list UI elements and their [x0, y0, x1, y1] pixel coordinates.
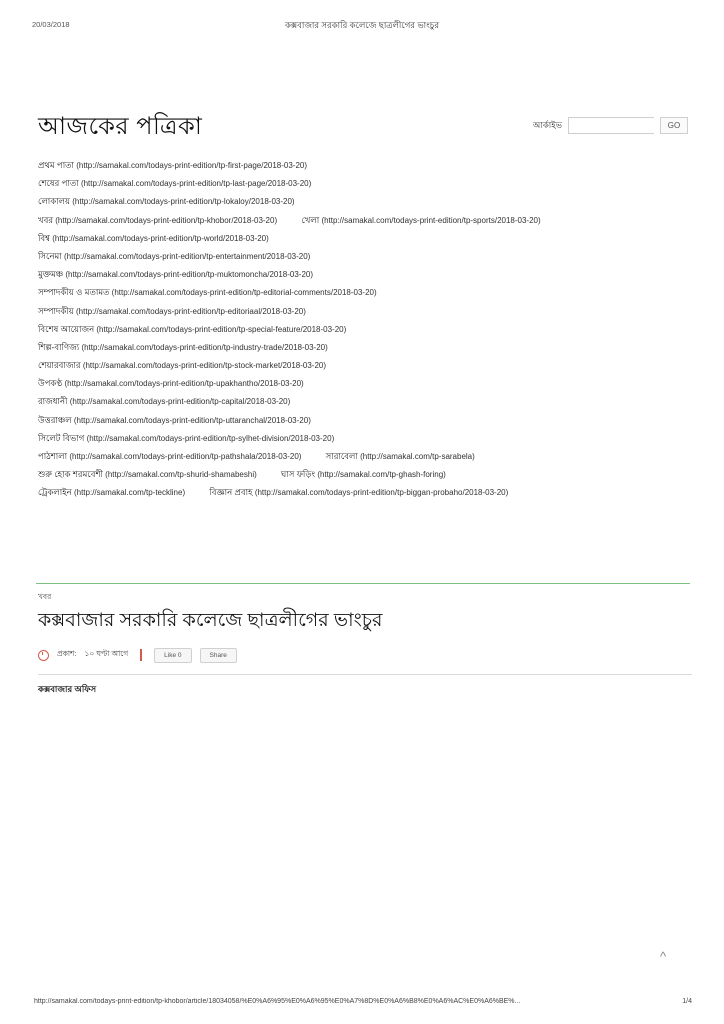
- section-link-url: (http://samakal.com/todays-print-edition/tp-stock-market/2018-03-20): [82, 361, 327, 371]
- section-link-url: (http://samakal.com/todays-print-edition/tp-first-page/2018-03-20): [76, 161, 308, 170]
- list-item: [38, 324, 698, 335]
- list-item: [38, 215, 698, 226]
- article-meta: [38, 648, 692, 662]
- section-link-label: মুক্তমঞ্চ: [38, 269, 64, 280]
- list-item: [38, 378, 698, 389]
- section-link[interactable]: [326, 452, 475, 461]
- section-link[interactable]: [209, 488, 508, 497]
- section-link-label: সিনেমা: [38, 250, 62, 261]
- facebook-like-button[interactable]: Like 0: [154, 648, 191, 663]
- facebook-share-button[interactable]: Share: [200, 648, 237, 663]
- archive-go-button[interactable]: GO: [660, 117, 688, 134]
- section-link[interactable]: [38, 234, 269, 243]
- section-link-label: রাজধানী: [38, 396, 68, 407]
- meta-separator: [140, 649, 142, 661]
- section-link-url: (http://samakal.com/tp-teckline): [73, 488, 186, 498]
- section-link-label: বিশ্ব: [38, 232, 51, 243]
- section-link-label: শুরু হোক শরমবেশী: [38, 469, 103, 480]
- section-link-label: খবর: [38, 214, 53, 225]
- article-headline: কক্সবাজার সরকারি কলেজে ছাত্রলীগের ভাংচুর: [38, 610, 383, 631]
- section-link[interactable]: [38, 416, 311, 425]
- list-item: [38, 360, 698, 371]
- section-link-url: (http://samakal.com/todays-print-edition/tp-uttaranchal/2018-03-20): [73, 415, 311, 425]
- section-link-url: (http://samakal.com/todays-print-edition/tp-biggan-probaho/2018-03-20): [254, 488, 509, 498]
- section-link-url: (http://samakal.com/todays-print-edition/tp-upakhantho/2018-03-20): [64, 379, 304, 389]
- section-link[interactable]: [38, 216, 279, 225]
- publish-time: ১০ ঘণ্টা আগে: [84, 649, 129, 658]
- section-link[interactable]: [38, 434, 334, 443]
- footer-url: http://samakal.com/todays-print-edition/tp-khobor/article/18034058/%E0%A6%95%E0%A6%95%E0%A7%8D%E0%A6%B8%E0%A6%AC%E0%A6%BE%...: [34, 998, 521, 1005]
- list-item: [38, 178, 698, 189]
- section-link-label: শিল্প-বাণিজ্য: [38, 341, 80, 352]
- section-link-url: (http://samakal.com/todays-print-edition/tp-khobor/2018-03-20): [55, 215, 278, 225]
- section-link[interactable]: [38, 288, 377, 297]
- section-link-url: (http://samakal.com/todays-print-edition/tp-industry-trade/2018-03-20): [81, 342, 328, 352]
- section-link-url: (http://samakal.com/todays-print-edition/tp-last-page/2018-03-20): [80, 179, 312, 189]
- section-link-url: (http://samakal.com/todays-print-edition/tp-editoriaal/2018-03-20): [76, 306, 306, 316]
- section-link[interactable]: [38, 343, 328, 352]
- section-link[interactable]: [38, 197, 295, 206]
- byline-divider: [38, 674, 692, 675]
- list-item: [38, 269, 698, 280]
- list-item: [38, 233, 698, 244]
- section-link-label: সারাবেলা: [325, 451, 358, 461]
- section-link-label: বিশেষ আয়োজন: [38, 323, 95, 334]
- section-link-label: উপকণ্ঠ: [38, 378, 63, 389]
- article-byline: কক্সবাজার অফিস: [38, 684, 97, 694]
- archive-label: আর্কাইভ: [532, 119, 562, 130]
- list-item: [38, 451, 698, 462]
- section-link-label: বিজ্ঞান প্রবাহ: [209, 487, 253, 498]
- section-link-url: (http://samakal.com/tp-shurid-shamabeshi): [105, 470, 257, 480]
- section-link[interactable]: [38, 397, 290, 406]
- section-link-url: (http://samakal.com/todays-print-edition/tp-world/2018-03-20): [52, 233, 269, 243]
- archive-date-input[interactable]: [568, 117, 654, 134]
- section-link-label: শেষের পাতা: [38, 178, 79, 189]
- section-link-url: (http://samakal.com/todays-print-edition/tp-pathshala/2018-03-20): [69, 452, 302, 461]
- masthead: [38, 108, 688, 150]
- section-link-label: সিলেট বিভাগ: [38, 432, 85, 443]
- section-link[interactable]: [301, 216, 540, 225]
- section-link-url: (http://samakal.com/todays-print-edition/tp-editorial-comments/2018-03-20): [111, 288, 377, 298]
- page-title: আজকের পত্রিকা: [38, 113, 203, 140]
- section-link-label: প্রথম পাতা: [38, 160, 75, 170]
- list-item: [38, 196, 698, 207]
- section-link-label: শেয়ারবাজার: [38, 360, 81, 371]
- section-link[interactable]: [38, 379, 304, 388]
- list-item: [38, 415, 698, 426]
- section-link-url: (http://samakal.com/todays-print-edition/tp-capital/2018-03-20): [69, 397, 291, 407]
- print-date: 20/03/2018: [32, 20, 70, 29]
- list-item: [38, 342, 698, 353]
- section-link[interactable]: [38, 361, 326, 370]
- section-link-list: [38, 160, 698, 506]
- section-link[interactable]: [38, 161, 307, 170]
- section-link-url: (http://samakal.com/todays-print-edition/tp-sports/2018-03-20): [321, 215, 541, 225]
- publish-label: প্রকাশ:: [57, 649, 77, 658]
- section-divider: [36, 583, 690, 584]
- list-item: [38, 396, 698, 407]
- section-link-label: সম্পাদকীয় ও মতামত: [38, 287, 110, 298]
- footer-page-number: 1/4: [682, 998, 692, 1005]
- clock-icon: [38, 650, 49, 661]
- section-link[interactable]: [281, 470, 446, 479]
- list-item: [38, 251, 698, 262]
- section-link[interactable]: [38, 325, 346, 334]
- chevron-up-icon[interactable]: ^: [659, 949, 667, 964]
- article-kicker: খবর: [38, 592, 52, 601]
- print-footer: [0, 998, 724, 1010]
- section-link-label: পাঠশালা: [38, 451, 68, 461]
- section-link-url: (http://samakal.com/todays-print-edition/tp-lokaloy/2018-03-20): [72, 197, 295, 207]
- section-link-label: লোকালয়: [38, 196, 70, 207]
- print-header: [0, 20, 724, 36]
- section-link-label: ট্রেকলাইন: [38, 487, 72, 498]
- section-link-url: (http://samakal.com/todays-print-edition/tp-sylhet-division/2018-03-20): [86, 433, 335, 443]
- section-link[interactable]: [38, 179, 311, 188]
- section-link-url: (http://samakal.com/todays-print-edition/tp-special-feature/2018-03-20): [96, 324, 347, 334]
- list-item: [38, 160, 698, 171]
- section-link-label: উত্তরাঞ্চল: [38, 414, 72, 425]
- article: [38, 592, 692, 697]
- list-item: [38, 469, 698, 480]
- section-link[interactable]: [38, 452, 304, 461]
- list-item: [38, 433, 698, 444]
- list-item: [38, 306, 698, 317]
- section-link-url: (http://samakal.com/tp-ghash-foring): [317, 470, 446, 480]
- list-item: [38, 287, 698, 298]
- print-document-title: কক্সবাজার সরকারি কলেজে ছাত্রলীগের ভাংচুর: [284, 20, 440, 30]
- section-link-label: খেলা: [301, 214, 320, 225]
- section-link-url: (http://samakal.com/tp-sarabela): [360, 452, 475, 461]
- section-link[interactable]: [38, 270, 313, 279]
- section-link[interactable]: [38, 252, 310, 261]
- section-link-label: ঘাস ফড়িং: [281, 469, 316, 480]
- list-item: [38, 487, 698, 498]
- section-link-label: সম্পাদকীয়: [38, 305, 74, 316]
- section-link-url: (http://samakal.com/todays-print-edition/tp-muktomoncha/2018-03-20): [65, 270, 314, 280]
- section-link[interactable]: [38, 470, 259, 479]
- archive-search[interactable]: [533, 117, 688, 134]
- section-link[interactable]: [38, 488, 187, 497]
- section-link[interactable]: [38, 307, 306, 316]
- section-link-url: (http://samakal.com/todays-print-edition/tp-entertainment/2018-03-20): [63, 251, 311, 261]
